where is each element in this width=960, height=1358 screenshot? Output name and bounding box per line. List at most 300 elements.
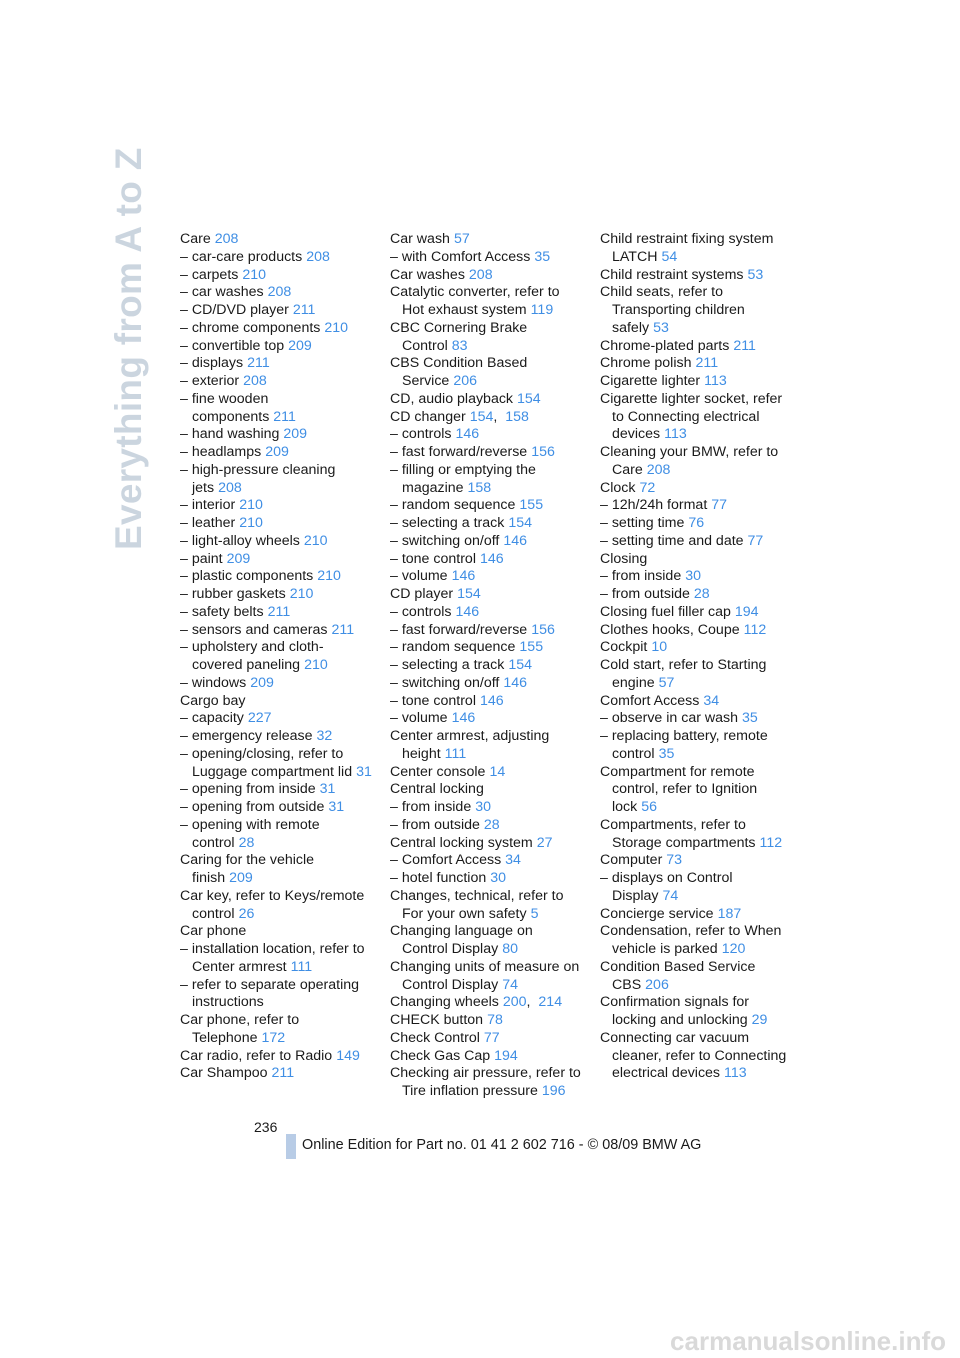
- index-entry: [390, 462, 582, 498]
- index-term: – convertible top: [180, 337, 285, 354]
- index-entry: [180, 1065, 372, 1083]
- footer-edition-text: Online Edition for Part no. 01 41 2 602 716 - © 08/09 BMW AG: [302, 1137, 702, 1153]
- page-reference-link[interactable]: 208: [243, 373, 267, 389]
- side-title-text: Everything from A to Z: [108, 147, 149, 550]
- index-term: – switching on/off: [390, 674, 500, 691]
- index-term: Clock: [600, 479, 636, 496]
- index-entry: [600, 568, 792, 586]
- index-entry: [600, 764, 792, 817]
- index-term: Caring for the vehicle finish: [180, 852, 315, 886]
- index-term: – displays on Control Display: [600, 870, 733, 904]
- index-term: – refer to separate operating instructions: [180, 976, 360, 1011]
- page-reference-link[interactable]: 208: [214, 231, 239, 247]
- page-reference-link[interactable]: 74: [502, 976, 518, 993]
- index-entry: [180, 533, 372, 551]
- index-entry: [600, 852, 792, 870]
- page-reference-link[interactable]: 27: [536, 834, 553, 851]
- page-reference-link[interactable]: 29: [751, 1012, 768, 1028]
- index-entry: [390, 657, 582, 675]
- page-reference-link[interactable]: 154: [508, 657, 533, 673]
- index-term: – windows: [180, 674, 247, 691]
- index-entry: [180, 728, 372, 746]
- index-term: Cargo bay: [180, 692, 246, 709]
- index-term: Child restraint systems: [600, 266, 744, 283]
- page-reference-link[interactable]: 154: [517, 390, 541, 407]
- index-term: – controls: [390, 426, 452, 443]
- index-term: Care: [180, 231, 211, 247]
- index-entry: [180, 941, 372, 977]
- index-term: CBS Condition Based Service: [390, 355, 528, 389]
- index-term: – plastic components: [180, 568, 314, 585]
- index-term: Changing units of measure on Control Display: [390, 958, 580, 993]
- index-term: Concierge service: [600, 905, 714, 922]
- index-entry: [180, 977, 372, 1013]
- index-entry: [390, 551, 582, 569]
- page-reference-link[interactable]: 210: [304, 657, 328, 673]
- index-term: – 12h/24h format: [600, 497, 708, 514]
- index-entry: [390, 852, 582, 870]
- page-reference-link[interactable]: 146: [479, 550, 504, 567]
- page-reference-link[interactable]: 146: [451, 710, 476, 727]
- index-term: Catalytic converter, refer to Hot exhaust system: [390, 284, 560, 318]
- index-term: – switching on/off: [390, 532, 500, 549]
- page-reference-link[interactable]: 154: [469, 408, 494, 425]
- page-reference-link[interactable]: 158: [467, 479, 492, 496]
- page-reference-link[interactable]: 214: [538, 994, 563, 1011]
- index-entry: [390, 533, 582, 551]
- index-term: – random sequence: [390, 497, 516, 514]
- index-term: CD player: [390, 586, 454, 602]
- page-reference-link[interactable]: 196: [541, 1083, 566, 1099]
- page-reference-link[interactable]: 146: [503, 674, 528, 691]
- index-entry: [390, 870, 582, 888]
- page-reference-link[interactable]: 146: [455, 426, 480, 443]
- index-term: – volume: [390, 710, 448, 727]
- index-entry: [180, 639, 372, 675]
- index-entry: [180, 302, 372, 320]
- index-entry: Changing wheels 200, 214: [390, 994, 563, 1011]
- page-reference-link[interactable]: 208: [646, 461, 671, 478]
- index-term: – exterior: [180, 373, 240, 389]
- page-reference-link[interactable]: 30: [490, 870, 507, 886]
- page-reference-link[interactable]: 209: [283, 426, 308, 443]
- index-entry: [390, 444, 582, 462]
- index-term: – paint: [180, 550, 223, 567]
- index-entry: [390, 1030, 582, 1048]
- index-entry: [390, 515, 582, 533]
- index-term: – fast forward/reverse: [390, 621, 528, 638]
- index-entry: [180, 320, 372, 338]
- page-reference-link[interactable]: 210: [303, 532, 328, 549]
- page-reference-link[interactable]: 154: [508, 515, 533, 531]
- index-term: – random sequence: [390, 639, 516, 656]
- page-reference-link[interactable]: 209: [226, 550, 251, 567]
- index-term: – observe in car wash: [600, 710, 739, 727]
- index-entry: [180, 693, 372, 711]
- page-reference-link[interactable]: 35: [742, 710, 758, 727]
- index-entry: [180, 710, 372, 728]
- page-reference-link[interactable]: 211: [247, 355, 270, 372]
- index-term: Cold start, refer to Starting engine: [600, 657, 767, 691]
- index-entry: [390, 639, 582, 657]
- index-entry: [600, 533, 792, 551]
- page-reference-link[interactable]: 208: [218, 479, 242, 496]
- page-reference-link[interactable]: 77: [711, 497, 728, 514]
- page-reference-link[interactable]: 119: [530, 302, 554, 318]
- page-reference-link[interactable]: 208: [306, 248, 330, 265]
- page-reference-link[interactable]: 35: [658, 745, 675, 762]
- page-reference-link[interactable]: 156: [531, 621, 555, 638]
- index-entry: [600, 284, 792, 337]
- page-reference-link[interactable]: 72: [639, 479, 656, 496]
- page-reference-link[interactable]: 83: [451, 337, 468, 354]
- page-reference-link[interactable]: 28: [693, 586, 710, 602]
- index-term: – safety belts: [180, 603, 264, 620]
- index-entry: [600, 604, 792, 622]
- index-term: – from inside: [600, 568, 682, 585]
- index-entry: [180, 249, 372, 267]
- index-entry: [600, 497, 792, 515]
- index-entry: [600, 586, 792, 604]
- page-reference-link[interactable]: 53: [747, 266, 764, 283]
- index-entry: [390, 622, 582, 640]
- index-term: – fine wooden components: [180, 390, 270, 425]
- index-entry: [600, 870, 792, 906]
- index-entry: [390, 835, 582, 853]
- index-term: – light-alloy wheels: [180, 532, 300, 549]
- page-reference-link[interactable]: 53: [653, 319, 669, 336]
- index-entry: [180, 817, 372, 853]
- page-reference-link[interactable]: 10: [651, 639, 668, 656]
- index-term: – capacity: [180, 710, 244, 727]
- index-term: Car phone, refer to Telephone: [180, 1012, 300, 1046]
- page-reference-link[interactable]: 209: [250, 674, 274, 691]
- page-reference-link[interactable]: 78: [487, 1012, 503, 1028]
- page-reference-link[interactable]: 210: [239, 497, 263, 514]
- index-term: Car wash: [390, 231, 450, 247]
- index-entry: [390, 391, 582, 409]
- index-term: – chrome components: [180, 319, 321, 336]
- index-term: Cleaning your BMW, refer to Care: [600, 444, 779, 478]
- index-entry: [180, 888, 372, 924]
- index-term: Confirmation signals for locking and unlocking: [600, 994, 750, 1028]
- index-entry: [390, 728, 582, 764]
- index-term: CHECK button: [390, 1012, 484, 1028]
- page-reference-link[interactable]: 30: [475, 799, 491, 815]
- page-reference-link[interactable]: 210: [242, 266, 267, 283]
- index-term: Car key, refer to Keys/remote control: [180, 887, 365, 922]
- index-entry: [390, 710, 582, 728]
- index-entry: [390, 586, 582, 604]
- index-term: – installation location, refer to Center armrest: [180, 941, 365, 975]
- index-entry: [600, 994, 792, 1030]
- index-term: – setting time: [600, 515, 685, 531]
- index-term: Cigarette lighter: [600, 373, 701, 389]
- index-entry: [180, 1048, 372, 1066]
- page-reference-link[interactable]: 57: [453, 231, 470, 247]
- index-term: – high-pressure cleaning jets: [180, 461, 336, 496]
- page-reference-link[interactable]: 111: [290, 958, 313, 975]
- index-entry: [600, 639, 792, 657]
- page-reference-link[interactable]: 194: [494, 1047, 518, 1064]
- index-entry: [180, 746, 372, 782]
- page-reference-link[interactable]: 187: [717, 905, 742, 922]
- index-term: Car phone: [180, 923, 247, 940]
- index-term: – displays: [180, 355, 244, 372]
- index-term: Child restraint fixing system LATCH: [600, 231, 774, 265]
- page-reference-link[interactable]: 154: [457, 586, 481, 602]
- index-term: – headlamps: [180, 444, 262, 460]
- index-entry: [180, 391, 372, 427]
- index-term: – filling or emptying the magazine: [390, 461, 536, 496]
- index-entry: [600, 959, 792, 995]
- page-reference-link[interactable]: 32: [316, 728, 333, 744]
- index-term: – CD/DVD player: [180, 302, 289, 318]
- index-entry: [600, 923, 792, 959]
- page-reference-link[interactable]: 206: [453, 373, 477, 389]
- page-reference-link[interactable]: 113: [704, 373, 727, 389]
- index-term: Checking air pressure, refer to Tire inflation pressure: [390, 1065, 581, 1099]
- page-reference-link[interactable]: 74: [662, 887, 679, 904]
- index-entry: [180, 462, 372, 498]
- index-term: – opening/closing, refer to Luggage compartment lid: [180, 745, 353, 780]
- index-term: Changing wheels: [390, 994, 499, 1011]
- index-term: – from inside: [390, 799, 472, 815]
- index-entry: [600, 1030, 792, 1083]
- index-entry: [600, 906, 792, 924]
- index-term: CD, audio playback: [390, 390, 514, 407]
- page-reference-link[interactable]: 227: [247, 710, 272, 727]
- page-reference-link[interactable]: 194: [734, 603, 759, 620]
- index-entry: [180, 267, 372, 285]
- page-reference-link[interactable]: 146: [503, 532, 528, 549]
- index-term: – opening with remote control: [180, 816, 320, 851]
- index-term: – opening from inside: [180, 781, 316, 798]
- page-reference-link[interactable]: 211: [695, 355, 719, 372]
- page-reference-link[interactable]: 31: [319, 781, 336, 798]
- index-entry: [180, 923, 372, 941]
- index-term: Connecting car vacuum cleaner, refer to Connecting electrical devices: [600, 1029, 787, 1082]
- index-entry: [390, 320, 582, 356]
- index-entry: [390, 888, 582, 924]
- page-reference-link[interactable]: 57: [658, 674, 675, 691]
- index-term: – rubber gaskets: [180, 586, 286, 602]
- page-reference-link[interactable]: 30: [685, 568, 701, 585]
- page-reference-link[interactable]: 209: [265, 444, 289, 460]
- index-term: – tone control: [390, 550, 476, 567]
- index-term: Changes, technical, refer to For your own safety: [390, 887, 564, 922]
- page-reference-link[interactable]: 146: [455, 603, 480, 620]
- page-reference-link[interactable]: 211: [292, 302, 316, 318]
- index-term: – selecting a track: [390, 515, 505, 531]
- index-entry: [390, 426, 582, 444]
- index-entry: [600, 515, 792, 533]
- index-entry: [180, 284, 372, 302]
- index-entry: [180, 781, 372, 799]
- index-entry: [180, 373, 372, 391]
- index-term: – Comfort Access: [390, 852, 502, 869]
- footer-accent-bar: [286, 1134, 296, 1159]
- index-term: Comfort Access: [600, 692, 700, 709]
- index-term: – upholstery and cloth-covered paneling: [180, 639, 324, 673]
- index-term: Central locking: [390, 781, 484, 798]
- index-term: Center armrest, adjusting height: [390, 728, 550, 762]
- page-reference-link[interactable]: 155: [519, 497, 544, 514]
- index-term: Chrome-plated parts: [600, 337, 730, 354]
- index-entry: [180, 551, 372, 569]
- page-reference-link[interactable]: 211: [271, 1065, 295, 1082]
- index-term: CD changer: [390, 408, 466, 425]
- index-entry: [600, 391, 792, 444]
- page-reference-link[interactable]: 211: [331, 621, 355, 638]
- page-reference-link[interactable]: 149: [336, 1047, 360, 1064]
- page-reference-link[interactable]: 80: [502, 941, 518, 957]
- index-entry: [600, 267, 792, 285]
- page-reference-link[interactable]: 113: [724, 1065, 747, 1082]
- page-reference-link[interactable]: 209: [288, 337, 312, 354]
- index-term: Center console: [390, 763, 486, 780]
- index-entry: [600, 551, 792, 569]
- index-entry: [600, 338, 792, 356]
- index-term: – car washes: [180, 284, 264, 301]
- page-reference-link[interactable]: 28: [238, 834, 255, 851]
- index-term: CBC Cornering Brake Control: [390, 319, 528, 354]
- index-term: – from outside: [600, 586, 690, 602]
- index-entry: [390, 568, 582, 586]
- page-reference-link[interactable]: 56: [641, 799, 658, 815]
- watermark: carmanualsonline.info: [670, 1326, 946, 1356]
- index-term: Central locking system: [390, 834, 533, 851]
- index-entry: [390, 1065, 582, 1101]
- page-reference-link[interactable]: 14: [489, 763, 506, 780]
- page-reference-link[interactable]: 211: [267, 603, 291, 620]
- page-reference-link[interactable]: 77: [747, 532, 764, 549]
- page-reference-link[interactable]: 206: [645, 976, 669, 993]
- page-reference-link[interactable]: 200: [502, 994, 527, 1011]
- index-term: – leather: [180, 515, 236, 531]
- page-reference-link[interactable]: 26: [238, 905, 255, 922]
- page-reference-link[interactable]: 113: [664, 426, 687, 443]
- index-entry: [390, 267, 582, 285]
- index-entry: [180, 852, 372, 888]
- index-term: Car washes: [390, 266, 465, 283]
- index-entry: [180, 622, 372, 640]
- index-entry: [390, 959, 582, 995]
- page-reference-link[interactable]: 155: [519, 639, 544, 656]
- page-reference-link[interactable]: 208: [267, 284, 292, 301]
- index-entry: [180, 355, 372, 373]
- page-reference-link[interactable]: 120: [721, 941, 746, 957]
- index-term: – replacing battery, remote control: [600, 728, 768, 762]
- index-entry: [180, 586, 372, 604]
- index-column-2: [390, 231, 582, 1101]
- index-entry: [390, 693, 582, 711]
- page-reference-link[interactable]: 210: [239, 515, 263, 531]
- index-term: – fast forward/reverse: [390, 444, 528, 460]
- index-term: Compartments, refer to Storage compartments: [600, 816, 756, 851]
- index-term: Changing language on Control Display: [390, 923, 533, 957]
- index-entry: [600, 373, 792, 391]
- index-entry: [180, 338, 372, 356]
- index-entry: [390, 764, 582, 782]
- index-term: Cockpit: [600, 639, 648, 656]
- page-reference-link[interactable]: 209: [229, 870, 253, 886]
- index-term: Condensation, refer to When vehicle is parked: [600, 923, 782, 957]
- index-term: Child seats, refer to Transporting children safely: [600, 284, 745, 336]
- index-term: Compartment for remote control, refer to Ignition lock: [600, 763, 758, 815]
- page-reference-link[interactable]: 211: [273, 408, 296, 425]
- page-reference-link[interactable]: 34: [703, 692, 720, 709]
- index-entry: [600, 444, 792, 480]
- index-term: Clothes hooks, Coupe: [600, 621, 740, 638]
- index-entry: [390, 817, 582, 835]
- index-entry: [390, 284, 582, 320]
- page-reference-link[interactable]: 208: [468, 266, 493, 283]
- index-term: Car Shampoo: [180, 1065, 268, 1082]
- side-title: [108, 147, 149, 550]
- index-term: – controls: [390, 603, 452, 620]
- index-entry: [390, 781, 582, 799]
- index-term: Chrome polish: [600, 355, 692, 372]
- index-term: – setting time and date: [600, 532, 744, 549]
- page-reference-link[interactable]: 111: [444, 745, 467, 762]
- page-reference-link[interactable]: 112: [743, 621, 767, 638]
- index-entry: [600, 728, 792, 764]
- index-entry: [390, 1048, 582, 1066]
- index-entry: [390, 604, 582, 622]
- page-reference-link[interactable]: 77: [483, 1029, 500, 1046]
- index-entry: [180, 515, 372, 533]
- page-reference-link[interactable]: 210: [324, 319, 349, 336]
- page-reference-link[interactable]: 210: [317, 568, 341, 585]
- index-entry: [390, 799, 582, 817]
- index-entry: [180, 675, 372, 693]
- index-entry: [600, 693, 792, 711]
- page-reference-link[interactable]: 5: [530, 905, 539, 922]
- index-term: – tone control: [390, 692, 476, 709]
- page-reference-link[interactable]: 146: [479, 692, 504, 709]
- page-reference-link[interactable]: 158: [505, 408, 529, 425]
- index-entry: [390, 923, 582, 959]
- index-entry: [390, 675, 582, 693]
- page-reference-link[interactable]: 73: [666, 852, 683, 869]
- page-reference-link[interactable]: 156: [531, 444, 555, 460]
- index-term: – carpets: [180, 266, 239, 283]
- page-reference-link[interactable]: 210: [289, 586, 314, 602]
- index-term: Condition Based Service CBS: [600, 958, 756, 993]
- page-reference-link[interactable]: 211: [733, 337, 756, 354]
- page-reference-link[interactable]: 112: [759, 834, 783, 851]
- page-reference-link[interactable]: 35: [534, 248, 551, 265]
- index-term: – sensors and cameras: [180, 621, 328, 638]
- index-entry: [180, 604, 372, 622]
- page-reference-link[interactable]: 146: [451, 568, 476, 585]
- page-reference-link[interactable]: 34: [505, 852, 521, 869]
- index-term: – hotel function: [390, 870, 487, 886]
- page-reference-link[interactable]: 54: [661, 248, 678, 265]
- page-reference-link[interactable]: 31: [328, 799, 345, 815]
- index-entry: [600, 622, 792, 640]
- page-reference-link[interactable]: 28: [483, 816, 500, 833]
- index-entry: [180, 426, 372, 444]
- index-entry: CD changer 154, 158: [390, 408, 529, 425]
- index-term: – hand washing: [180, 426, 280, 443]
- index-entry: [390, 1012, 582, 1030]
- page-reference-link[interactable]: 76: [688, 515, 705, 531]
- page-reference-link[interactable]: 172: [261, 1029, 286, 1046]
- page-number: 236: [254, 1119, 278, 1135]
- page-reference-link[interactable]: 31: [356, 763, 372, 780]
